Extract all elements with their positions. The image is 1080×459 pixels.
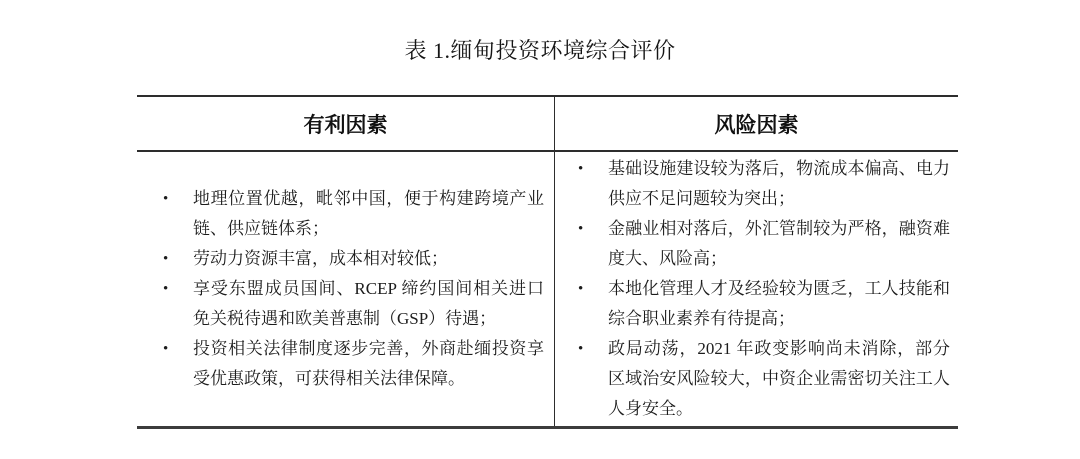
bullet-icon: • <box>578 221 584 237</box>
bullet-icon: • <box>163 341 169 357</box>
bullet-icon: • <box>163 191 169 207</box>
list-item-text: 本地化管理人才及经验较为匮乏，工人技能和综合职业素养有待提高； <box>608 279 950 328</box>
evaluation-table <box>137 95 958 429</box>
list-item <box>163 244 544 274</box>
list-item-text: 政局动荡，2021 年政变影响尚未消除，部分区域治安风险较大，中资企业需密切关注工人人身安全。 <box>608 339 950 418</box>
column-header-risk-factors: 风险因素 <box>714 113 799 137</box>
list-item-text: 投资相关法律制度逐步完善，外商赴缅投资享受优惠政策，可获得相关法律保障。 <box>193 339 544 388</box>
bullet-icon: • <box>578 161 584 177</box>
list-item-text: 享受东盟成员国间、RCEP 缔约国间相关进口免关税待遇和欧美普惠制（GSP）待遇； <box>193 279 544 328</box>
list-item-text: 基础设施建设较为落后，物流成本偏高、电力供应不足问题较为突出； <box>608 159 950 208</box>
bullet-icon: • <box>163 251 169 267</box>
list-item <box>578 154 950 214</box>
list-item <box>578 274 950 334</box>
table-body-row <box>137 152 958 426</box>
list-item <box>163 274 544 334</box>
list-item <box>578 334 950 424</box>
bullet-icon: • <box>163 281 169 297</box>
list-item-text: 地理位置优越，毗邻中国，便于构建跨境产业链、供应链体系； <box>193 189 544 238</box>
risk-factors-cell <box>555 152 958 426</box>
bullet-icon: • <box>578 281 584 297</box>
column-header-favorable-factors: 有利因素 <box>137 97 555 150</box>
list-item-text: 金融业相对落后，外汇管制较为严格，融资难度大、风险高； <box>608 219 950 268</box>
list-item <box>163 184 544 244</box>
bullet-icon: • <box>578 341 584 357</box>
list-item <box>578 214 950 274</box>
favorable-factors-cell <box>137 152 555 426</box>
list-item <box>163 334 544 394</box>
table-header-row <box>137 97 958 152</box>
list-item-text: 劳动力资源丰富，成本相对较低； <box>193 249 448 268</box>
table-title: 表 1.缅甸投资环境综合评价 <box>404 38 676 63</box>
